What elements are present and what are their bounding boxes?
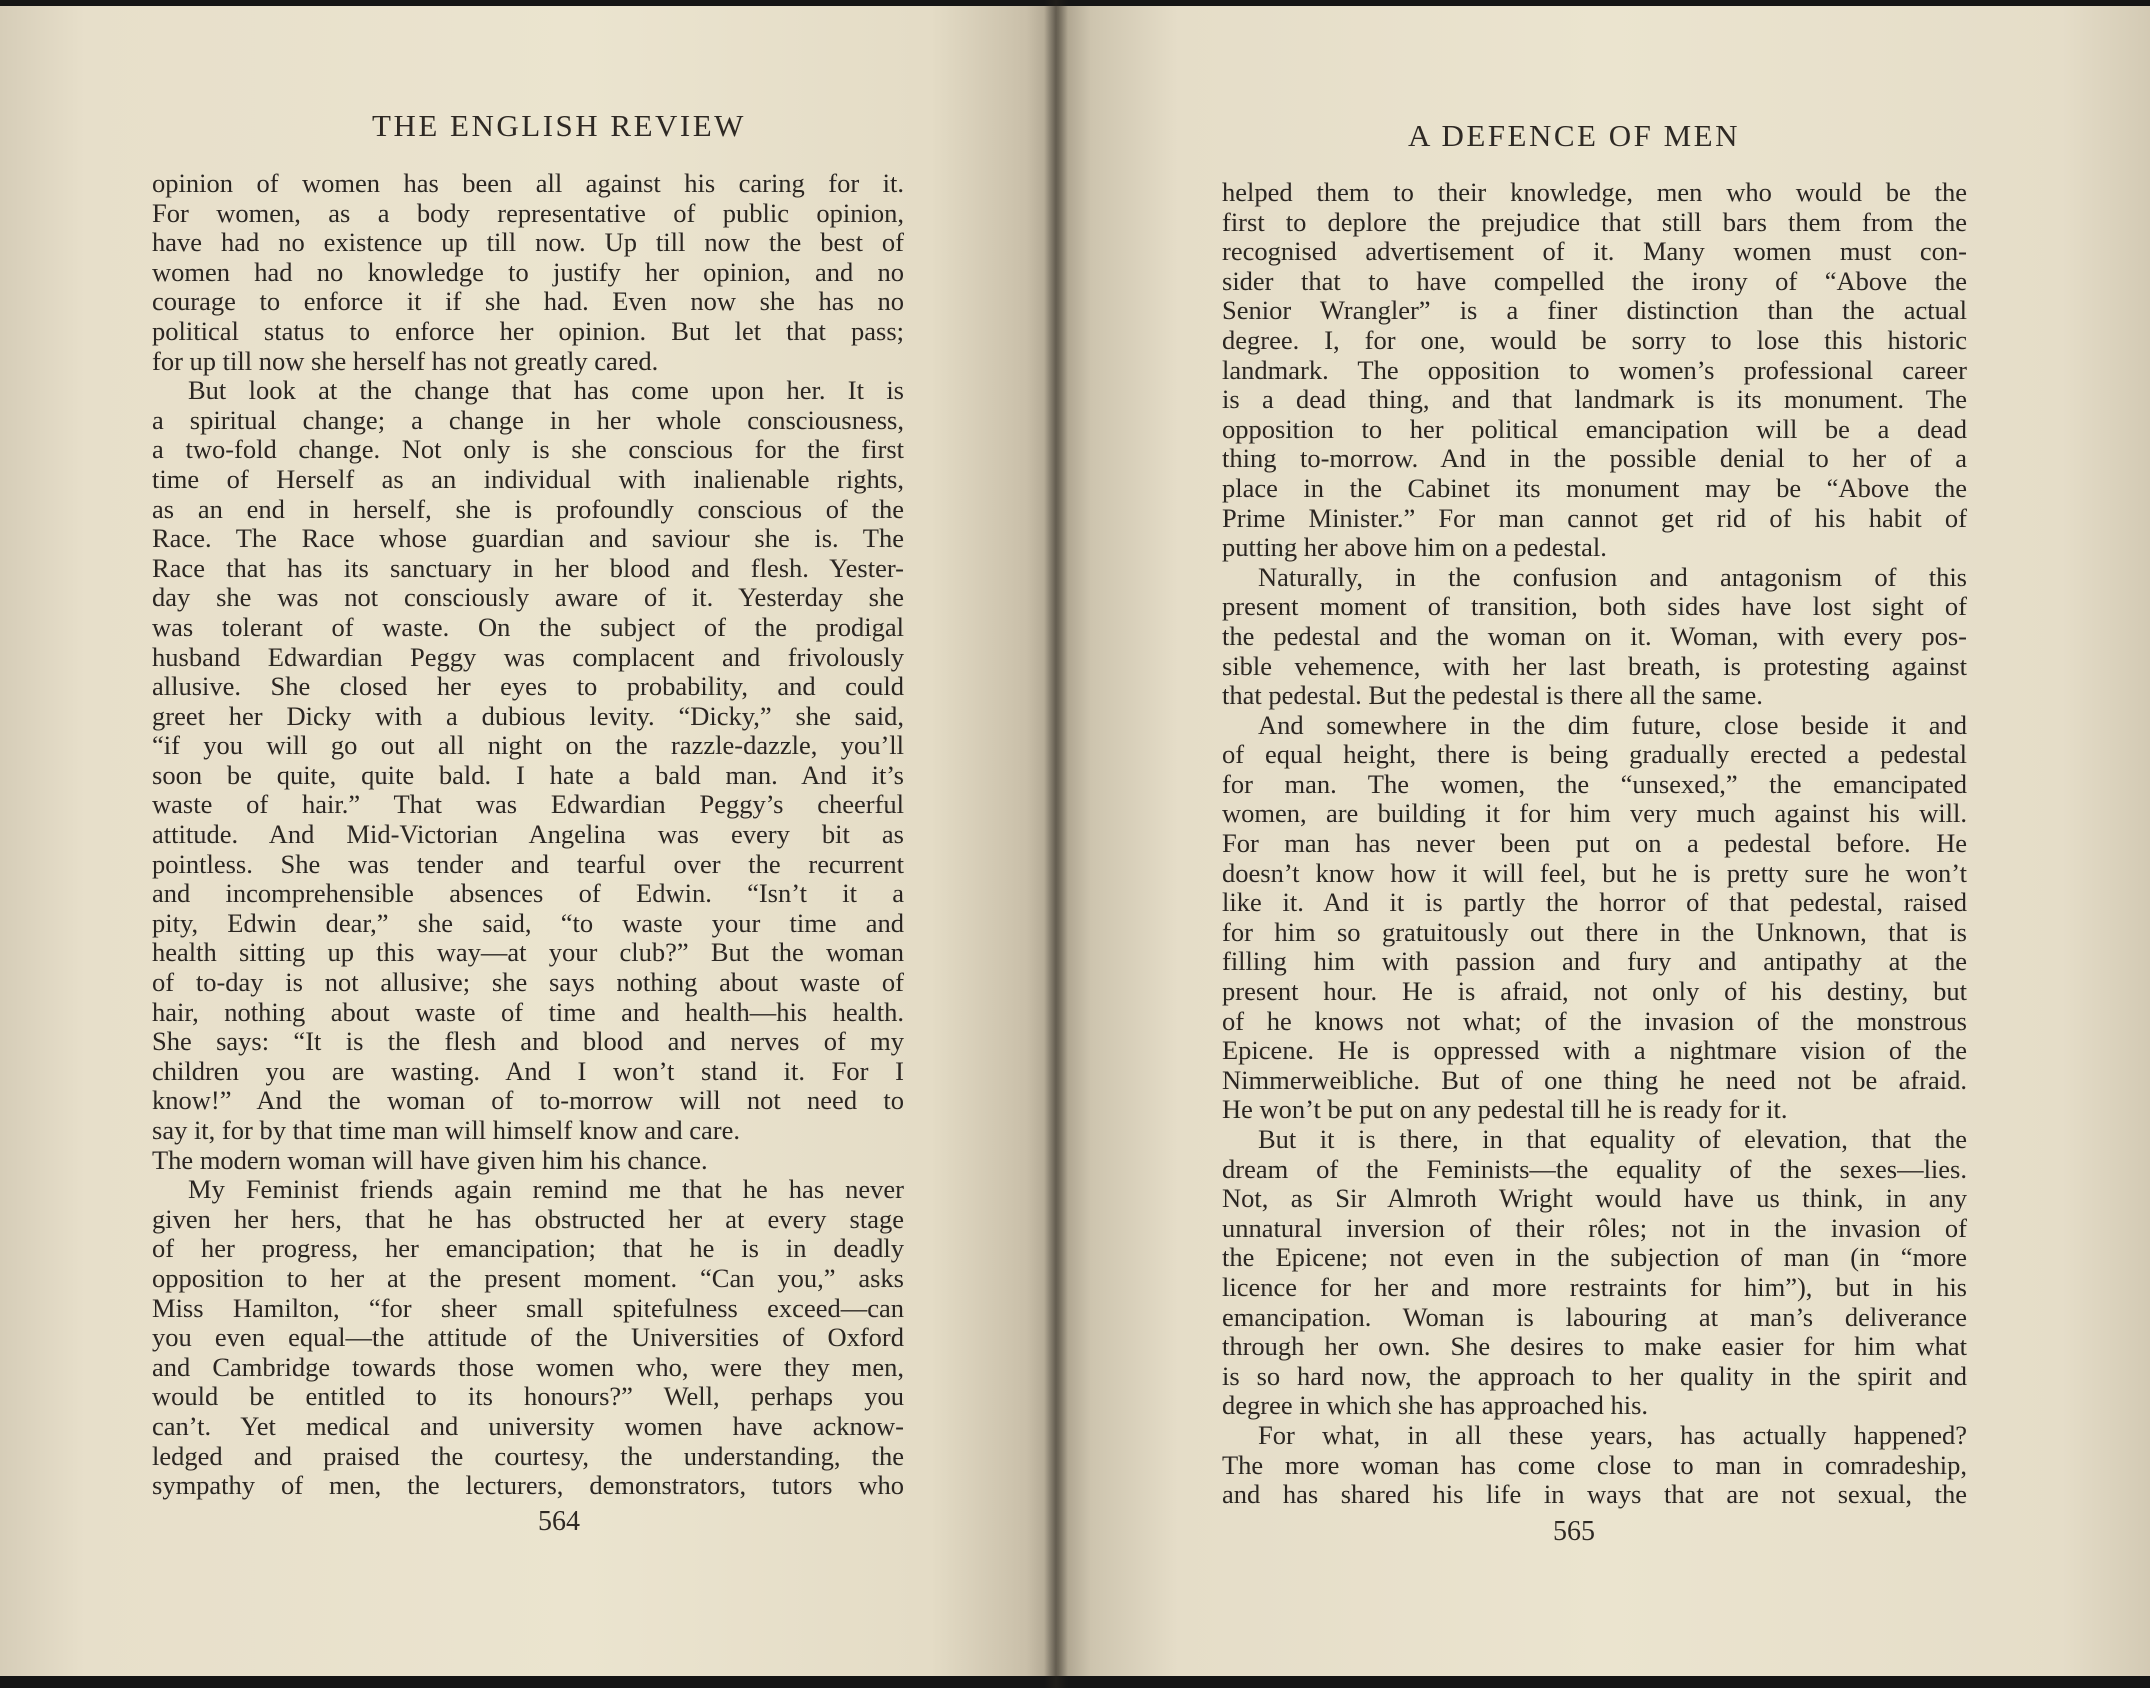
text-line: degree in which she has approached his. bbox=[1222, 1390, 1649, 1421]
text-line: “if you will go out all night on the razzle-dazzle, you’ll bbox=[152, 730, 904, 761]
text-line: political status to enforce her opinion. But let that pass; bbox=[152, 315, 904, 346]
right-page bbox=[1058, 6, 2150, 1676]
text-line: dream of the Feminists—the equality of the sexes—lies. bbox=[1222, 1153, 1967, 1184]
text-line: you even equal—the attitude of the Universities of Oxford bbox=[152, 1322, 904, 1353]
text-line: landmark. The opposition to women’s professional career bbox=[1222, 354, 1967, 385]
text-line: first to deplore the prejudice that still bars them from the bbox=[1222, 206, 1967, 237]
text-line: of he knows not what; of the invasion of the monstrous bbox=[1222, 1005, 1967, 1036]
text-line: pointless. She was tender and tearful over the recurrent bbox=[152, 848, 904, 879]
text-line: filling him with passion and fury and antipathy at the bbox=[1222, 946, 1967, 977]
text-line: through her own. She desires to make easier for him what bbox=[1222, 1331, 1967, 1362]
text-line: Race that has its sanctuary in her blood and flesh. Yester- bbox=[152, 552, 904, 583]
text-line: licence for her and more restraints for him”), but in his bbox=[1222, 1271, 1967, 1302]
text-line: courage to enforce it if she had. Even now she has no bbox=[152, 286, 904, 317]
text-line: as an end in herself, she is profoundly conscious of the bbox=[152, 493, 904, 524]
text-line: the Epicene; not even in the subjection of man (in “more bbox=[1222, 1242, 1967, 1273]
text-line: and has shared his life in ways that are not sexual, the bbox=[1222, 1479, 1967, 1510]
running-head: A DEFENCE OF MEN bbox=[1408, 118, 1740, 153]
text-line: greet her Dicky with a dubious levity. “Dicky,” she said, bbox=[152, 700, 904, 731]
text-line: putting her above him on a pedestal. bbox=[1222, 532, 1607, 563]
text-line: Race. The Race whose guardian and saviour she is. The bbox=[152, 523, 904, 554]
text-line: children you are wasting. And I won’t stand it. For I bbox=[152, 1055, 904, 1086]
text-line: Miss Hamilton, “for sheer small spitefulness exceed—can bbox=[152, 1292, 904, 1323]
text-line: for up till now she herself has not greatly cared. bbox=[152, 345, 659, 376]
text-line: For women, as a body representative of public opinion, bbox=[152, 197, 904, 228]
left-page bbox=[0, 6, 1058, 1676]
text-line: But look at the change that has come upon her. It is bbox=[188, 375, 904, 406]
text-line: place in the Cabinet its monument may be “Above the bbox=[1222, 472, 1967, 503]
text-line: opinion of women has been all against his caring for it. bbox=[152, 168, 904, 198]
text-line: health sitting up this way—at your club?” But the woman bbox=[152, 937, 904, 968]
text-line: of to-day is not allusive; she says nothing about waste of bbox=[152, 967, 904, 998]
text-line: allusive. She closed her eyes to probability, and could bbox=[152, 671, 904, 702]
text-line: unnatural inversion of their rôles; not in the invasion of bbox=[1222, 1212, 1967, 1243]
body-text bbox=[152, 169, 904, 1501]
text-line: say it, for by that time man will himself know and care. bbox=[152, 1115, 741, 1145]
text-line: My Feminist friends again remind me that he has never bbox=[188, 1174, 904, 1205]
text-line: ledged and praised the courtesy, the understanding, the bbox=[152, 1440, 904, 1471]
text-line: Nimmerweibliche. But of one thing he need not be afraid. bbox=[1222, 1064, 1967, 1095]
text-line: attitude. And Mid-Victorian Angelina was every bit as bbox=[152, 819, 904, 850]
text-line: Naturally, in the confusion and antagonism of this bbox=[1258, 561, 1967, 592]
text-line: know!” And the woman of to-morrow will not need to bbox=[152, 1085, 904, 1116]
text-line: of her progress, her emancipation; that he is in deadly bbox=[152, 1233, 904, 1264]
text-line: is so hard now, the approach to her quality in the spirit and bbox=[1222, 1360, 1967, 1391]
text-line: for him so gratuitously out there in the Unknown, that is bbox=[1222, 916, 1967, 947]
text-line: And somewhere in the dim future, close beside it and bbox=[1258, 709, 1967, 740]
page-number: 564 bbox=[538, 1506, 580, 1537]
text-line: hair, nothing about waste of time and health—his health. bbox=[152, 996, 904, 1027]
text-line: Epicene. He is oppressed with a nightmare vision of the bbox=[1222, 1035, 1967, 1066]
body-text bbox=[1222, 178, 1967, 1510]
text-line: For man has never been put on a pedestal before. He bbox=[1222, 828, 1967, 859]
text-line: time of Herself as an individual with inalienable rights, bbox=[152, 463, 904, 494]
text-line: and incomprehensible absences of Edwin. “Isn’t it a bbox=[152, 878, 904, 909]
text-line: emancipation. Woman is labouring at man’s deliverance bbox=[1222, 1301, 1967, 1332]
text-line: present hour. He is afraid, not only of his destiny, but bbox=[1222, 976, 1967, 1007]
running-head: THE ENGLISH REVIEW bbox=[372, 108, 746, 143]
text-line: recognised advertisement of it. Many women must con- bbox=[1222, 236, 1967, 267]
text-line: would be entitled to its honours?” Well, perhaps you bbox=[152, 1381, 904, 1412]
text-line: She says: “It is the flesh and blood and nerves of my bbox=[152, 1026, 904, 1057]
text-line: Prime Minister.” For man cannot get rid of his habit of bbox=[1222, 502, 1967, 533]
text-line: of equal height, there is being gradually erected a pedestal bbox=[1222, 739, 1967, 770]
text-line: day she was not consciously aware of it. Yesterday she bbox=[152, 582, 904, 613]
text-line: He won’t be put on any pedestal till he is ready for it. bbox=[1222, 1094, 1788, 1125]
text-line: present moment of transition, both sides have lost sight of bbox=[1222, 591, 1967, 622]
text-line: was tolerant of waste. On the subject of the prodigal bbox=[152, 611, 904, 642]
text-line: a spiritual change; a change in her whole consciousness, bbox=[152, 404, 904, 435]
text-line: pity, Edwin dear,” she said, “to waste your time and bbox=[152, 907, 904, 938]
text-line: is a dead thing, and that landmark is its monument. The bbox=[1222, 384, 1967, 415]
text-line: soon be quite, quite bald. I hate a bald man. And it’s bbox=[152, 759, 904, 790]
text-line: sible vehemence, with her last breath, is protesting against bbox=[1222, 650, 1967, 681]
text-line: The modern woman will have given him his chance. bbox=[152, 1144, 708, 1175]
text-line: opposition to her at the present moment. “Can you,” asks bbox=[152, 1262, 904, 1293]
binding-gutter bbox=[1044, 0, 1068, 1688]
page-number: 565 bbox=[1553, 1516, 1595, 1547]
text-line: helped them to their knowledge, men who would be the bbox=[1222, 177, 1967, 207]
text-line: that pedestal. But the pedestal is there all the same. bbox=[1222, 680, 1763, 711]
text-line: thing to-morrow. And in the possible denial to her of a bbox=[1222, 443, 1967, 474]
text-line: The more woman has come close to man in comradeship, bbox=[1222, 1449, 1967, 1480]
text-line: Not, as Sir Almroth Wright would have us think, in any bbox=[1222, 1183, 1967, 1214]
text-line: can’t. Yet medical and university women have acknow- bbox=[152, 1410, 904, 1441]
text-line: But it is there, in that equality of elevation, that the bbox=[1258, 1124, 1967, 1154]
text-line: degree. I, for one, would be sorry to lose this historic bbox=[1222, 324, 1967, 355]
text-line: opposition to her political emancipation will be a dead bbox=[1222, 413, 1967, 444]
text-line: For what, in all these years, has actually happened? bbox=[1258, 1419, 1967, 1450]
text-line: like it. And it is partly the horror of that pedestal, raised bbox=[1222, 887, 1967, 918]
text-line: for man. The women, the “unsexed,” the emancipated bbox=[1222, 768, 1967, 799]
text-line: sympathy of men, the lecturers, demonstrators, tutors who bbox=[152, 1470, 904, 1501]
text-line: women had no knowledge to justify her opinion, and no bbox=[152, 256, 904, 287]
text-line: husband Edwardian Peggy was complacent and frivolously bbox=[152, 641, 904, 672]
text-line: a two-fold change. Not only is she conscious for the first bbox=[152, 434, 904, 465]
text-line: have had no existence up till now. Up till now the best of bbox=[152, 227, 904, 258]
text-line: and Cambridge towards those women who, were they men, bbox=[152, 1351, 904, 1382]
text-line: waste of hair.” That was Edwardian Peggy’s cheerful bbox=[152, 789, 904, 820]
text-line: sider that to have compelled the irony of “Above the bbox=[1222, 265, 1967, 296]
text-line: Senior Wrangler” is a finer distinction than the actual bbox=[1222, 295, 1967, 326]
text-line: doesn’t know how it will feel, but he is pretty sure he won’t bbox=[1222, 857, 1967, 888]
text-line: the pedestal and the woman on it. Woman, with every pos- bbox=[1222, 620, 1967, 651]
text-line: women, are building it for him very much against his will. bbox=[1222, 798, 1967, 829]
text-line: given her hers, that he has obstructed her at every stage bbox=[152, 1203, 904, 1234]
